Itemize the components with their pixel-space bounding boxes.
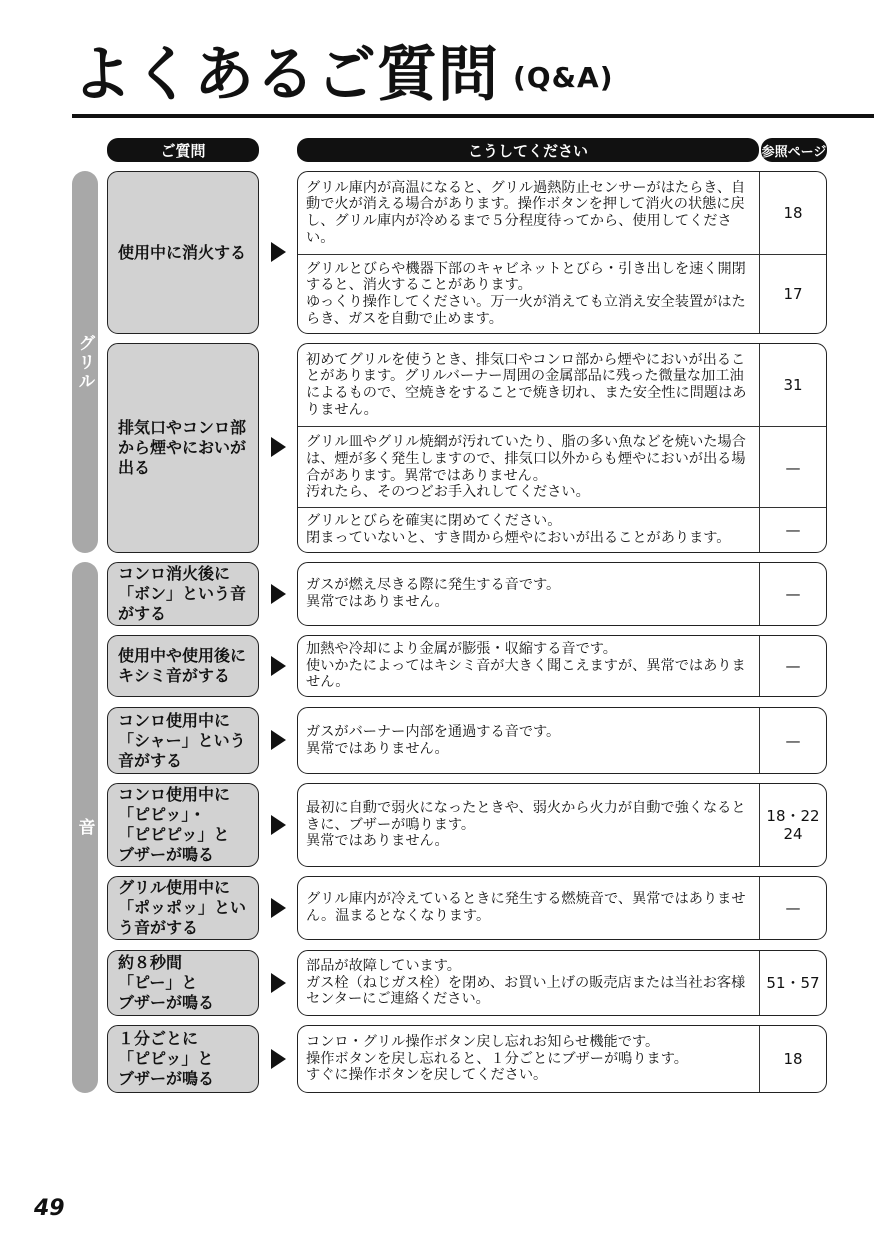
ref-page: — [759,563,826,625]
page-subtitle: (Q&A) [513,61,614,94]
arrow-right-icon [271,815,286,835]
ref-page: — [759,877,826,939]
category-sound: 音 [72,562,98,1093]
faq-answer-group [297,950,827,1016]
ref-page: 18・22 24 [759,784,826,866]
answer-text: 初めてグリルを使うとき、排気口やコンロ部から煙やにおいが出ることがあります。グリルバーナー周囲の金属部品に残った微量な加工油によるもので、空焼きをすることで焼き切れ、また安全性に問題はありません。 [306,351,747,418]
faq-answer-row [298,636,826,696]
header-ref: 参照ページ [761,138,827,162]
answer-text: グリル皿やグリル焼網が汚れていたり、脂の多い魚などを焼いた場合は、煙が多く発生しますので、排気口以外からも煙やにおいが出る場合があります。異常ではありません。 汚れたら、そのつどお手入れしてください。 [306,434,746,501]
faq-answer-group [297,707,827,774]
ref-page: — [759,508,826,552]
answer-text: グリルとびらを確実に閉めてください。 閉まっていないと、すき間から煙やにおいが出ることがあります。 [306,513,731,546]
faq-answer-group [297,783,827,867]
ref-page: — [759,427,826,508]
faq-answer-row [298,1026,826,1092]
answer-text: ガスが燃え尽きる際に発生する音です。 異常ではありません。 [306,577,561,610]
faq-question: グリル使用中に 「ポッポッ」とい う音がする [107,876,259,940]
arrow-right-icon [271,1049,286,1069]
arrow-right-icon [271,656,286,676]
ref-page: 18 [759,1026,826,1092]
answer-text: グリル庫内が高温になると、グリル過熱防止センサーがはたらき、自動で火が消える場合があります。操作ボタンを押して消火の状態に戻し、グリル庫内が冷めるまで５分程度待ってから、使用してください。 [306,179,746,246]
faq-question: コンロ消火後に 「ボン」という音 がする [107,562,259,626]
answer-text: グリルとびらや機器下部のキャビネットとびら・引き出しを速く開閉すると、消火することがあります。 ゆっくり操作してください。万一火が消えても立消え安全装置がはたらき、ガスを自動で止めます。 [306,260,746,327]
faq-answer-row [298,708,826,773]
faq-question: 使用中に消火する [107,171,259,334]
answer-text: 加熱や冷却により金属が膨張・収縮する音です。 使いかたによってはキシミ音が大きく聞こえますが、異常ではありません。 [306,641,746,691]
faq-answer-group [297,562,827,626]
faq-answer-group [297,171,827,334]
faq-question: コンロ使用中に 「ピピッ」・ 「ピピピッ」と ブザーが鳴る [107,783,259,867]
arrow-right-icon [271,973,286,993]
faq-answer-row [298,254,826,333]
header-answer: こうしてください [297,138,759,162]
faq-answer-group [297,343,827,553]
faq-question: 排気口やコンロ部から煙やにおいが出る [107,343,259,553]
ref-page: — [759,636,826,696]
arrow-right-icon [271,584,286,604]
answer-text: グリル庫内が冷えているときに発生する燃焼音で、異常ではありません。温まるとなくなります。 [306,891,746,924]
faq-answer-row [298,344,826,426]
category-grill: グリル [72,171,98,553]
faq-answer-group [297,1025,827,1093]
arrow-right-icon [271,242,286,262]
faq-answer-group [297,635,827,697]
title-divider [72,114,874,118]
faq-answer-row [298,877,826,939]
answer-text: 部品が故障しています。 ガス栓（ねじガス栓）を閉め、お買い上げの販売店または当社お客様センターにご連絡ください。 [306,958,746,1008]
faq-question: 約８秒間 「ピー」と ブザーが鳴る [107,950,259,1016]
faq-answer-row [298,784,826,866]
arrow-right-icon [271,730,286,750]
ref-page: 31 [759,344,826,426]
faq-answer-row [298,951,826,1015]
ref-page: 51・57 [759,951,826,1015]
faq-answer-row [298,507,826,552]
ref-page: 18 [759,172,826,254]
answer-text: ガスがバーナー内部を通過する音です。 異常ではありません。 [306,723,561,757]
ref-page: — [759,708,826,773]
faq-question: 使用中や使用後に キシミ音がする [107,635,259,697]
ref-page: 17 [759,255,826,333]
answer-text: 最初に自動で弱火になったときや、弱火から火力が自動で強くなるときに、ブザーが鳴ります。 異常ではありません。 [306,800,746,850]
arrow-right-icon [271,898,286,918]
faq-answer-row [298,563,826,625]
faq-question: １分ごとに 「ピピッ」と ブザーが鳴る [107,1025,259,1093]
header-question: ご質問 [107,138,259,162]
answer-text: コンロ・グリル操作ボタン戻し忘れお知らせ機能です。 操作ボタンを戻し忘れると、１分ごとにブザーが鳴ります。 すぐに操作ボタンを戻してください。 [306,1034,688,1084]
faq-question: コンロ使用中に 「シャー」という 音がする [107,707,259,774]
faq-answer-row [298,172,826,254]
page-title: よくあるご質問 (Q&A) [72,40,614,110]
faq-answer-row [298,426,826,508]
arrow-right-icon [271,437,286,457]
faq-answer-group [297,876,827,940]
page-number: 49 [34,1196,65,1221]
